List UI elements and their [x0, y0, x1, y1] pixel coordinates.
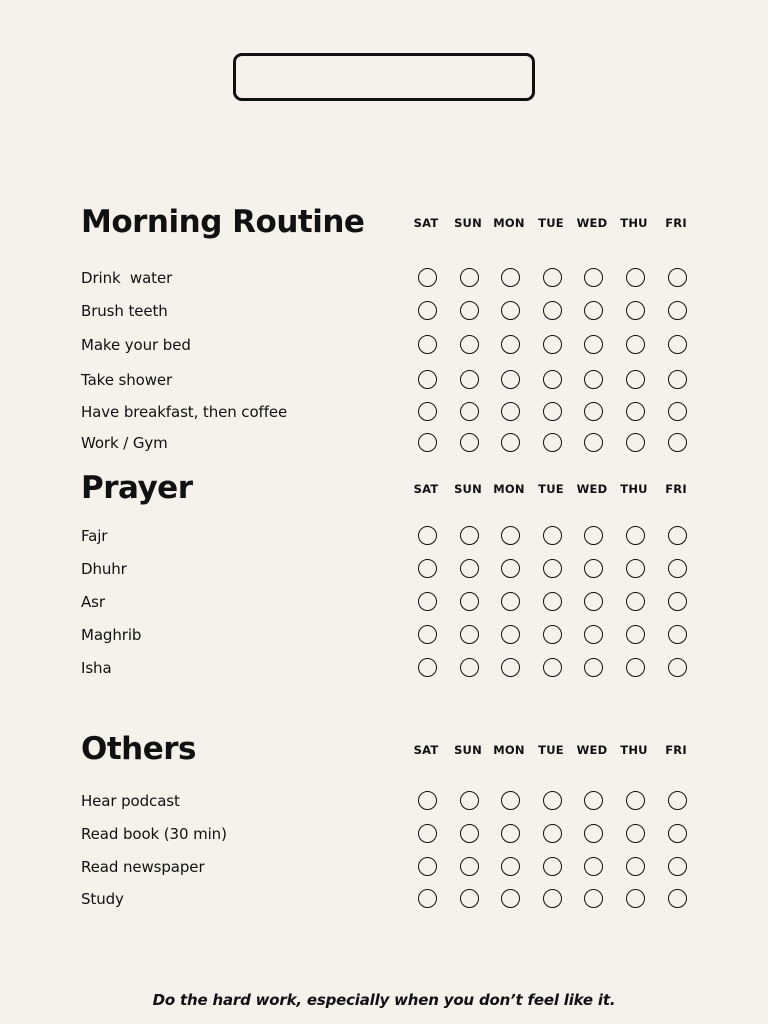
- day-header-mon: MON: [493, 216, 525, 230]
- day-header-tue: TUE: [538, 743, 564, 757]
- checkbox-thu[interactable]: [626, 301, 645, 320]
- checkbox-tue[interactable]: [543, 824, 562, 843]
- checkbox-sun[interactable]: [460, 370, 479, 389]
- checkbox-mon[interactable]: [501, 370, 520, 389]
- checkbox-tue[interactable]: [543, 370, 562, 389]
- checkbox-fri[interactable]: [668, 526, 687, 545]
- habit-label: Read book (30 min): [81, 825, 227, 843]
- checkbox-wed[interactable]: [584, 526, 603, 545]
- checkbox-sun[interactable]: [460, 335, 479, 354]
- day-header-tue: TUE: [538, 216, 564, 230]
- checkbox-tue[interactable]: [543, 889, 562, 908]
- checkbox-wed[interactable]: [584, 625, 603, 644]
- checkbox-fri[interactable]: [668, 857, 687, 876]
- day-header-mon: MON: [493, 482, 525, 496]
- checkbox-sat[interactable]: [418, 889, 437, 908]
- habit-label: Study: [81, 890, 124, 908]
- checkbox-mon[interactable]: [501, 335, 520, 354]
- checkbox-thu[interactable]: [626, 335, 645, 354]
- habit-row: [0, 591, 768, 615]
- checkbox-tue[interactable]: [543, 592, 562, 611]
- checkbox-thu[interactable]: [626, 526, 645, 545]
- checkbox-tue[interactable]: [543, 335, 562, 354]
- habit-row: [0, 888, 768, 912]
- habit-label: Hear podcast: [81, 792, 180, 810]
- checkbox-fri[interactable]: [668, 301, 687, 320]
- day-header-mon: MON: [493, 743, 525, 757]
- day-header-thu: THU: [620, 216, 648, 230]
- checkbox-tue[interactable]: [543, 658, 562, 677]
- checkbox-sat[interactable]: [418, 559, 437, 578]
- checkbox-fri[interactable]: [668, 433, 687, 452]
- checkbox-tue[interactable]: [543, 857, 562, 876]
- checkbox-fri[interactable]: [668, 370, 687, 389]
- habit-row: [0, 334, 768, 358]
- checkbox-fri[interactable]: [668, 592, 687, 611]
- habit-label: Read newspaper: [81, 858, 205, 876]
- checkbox-thu[interactable]: [626, 592, 645, 611]
- checkbox-mon[interactable]: [501, 791, 520, 810]
- habit-label: Have breakfast, then coffee: [81, 403, 288, 421]
- checkbox-tue[interactable]: [543, 559, 562, 578]
- checkbox-tue[interactable]: [543, 301, 562, 320]
- checkbox-tue[interactable]: [543, 526, 562, 545]
- habit-row: [0, 369, 768, 393]
- day-header-fri: FRI: [665, 216, 687, 230]
- checkbox-sun[interactable]: [460, 402, 479, 421]
- checkbox-fri[interactable]: [668, 889, 687, 908]
- day-header-wed: WED: [576, 216, 608, 230]
- checkbox-sat[interactable]: [418, 526, 437, 545]
- checkbox-thu[interactable]: [626, 658, 645, 677]
- checkbox-sat[interactable]: [418, 335, 437, 354]
- checkbox-tue[interactable]: [543, 433, 562, 452]
- day-header-wed: WED: [576, 482, 608, 496]
- checkbox-sat[interactable]: [418, 857, 437, 876]
- motivational-quote: Do the hard work, especially when you don’t feel like it.: [152, 991, 616, 1009]
- checkbox-mon[interactable]: [501, 301, 520, 320]
- day-header-sun: SUN: [454, 743, 482, 757]
- habit-label: Brush teeth: [81, 302, 168, 320]
- checkbox-fri[interactable]: [668, 559, 687, 578]
- day-header-fri: FRI: [665, 482, 687, 496]
- planner-title-field[interactable]: [233, 53, 535, 101]
- habit-label: Isha: [81, 659, 112, 677]
- checkbox-sat[interactable]: [418, 433, 437, 452]
- checkbox-thu[interactable]: [626, 402, 645, 421]
- checkbox-wed[interactable]: [584, 791, 603, 810]
- habit-row: [0, 267, 768, 291]
- day-header-tue: TUE: [538, 482, 564, 496]
- checkbox-thu[interactable]: [626, 625, 645, 644]
- checkbox-wed[interactable]: [584, 370, 603, 389]
- checkbox-sun[interactable]: [460, 791, 479, 810]
- habit-row: [0, 856, 768, 880]
- checkbox-wed[interactable]: [584, 889, 603, 908]
- checkbox-sun[interactable]: [460, 268, 479, 287]
- checkbox-sat[interactable]: [418, 402, 437, 421]
- habit-label: Work / Gym: [81, 434, 168, 452]
- day-header-thu: THU: [620, 743, 648, 757]
- checkbox-wed[interactable]: [584, 559, 603, 578]
- day-header-sun: SUN: [454, 482, 482, 496]
- checkbox-sun[interactable]: [460, 301, 479, 320]
- habit-row: [0, 823, 768, 847]
- day-header-sat: SAT: [413, 216, 439, 230]
- checkbox-mon[interactable]: [501, 433, 520, 452]
- checkbox-sat[interactable]: [418, 592, 437, 611]
- checkbox-sat[interactable]: [418, 370, 437, 389]
- checkbox-thu[interactable]: [626, 889, 645, 908]
- habit-label: Maghrib: [81, 626, 142, 644]
- checkbox-sun[interactable]: [460, 526, 479, 545]
- checkbox-sun[interactable]: [460, 592, 479, 611]
- checkbox-fri[interactable]: [668, 625, 687, 644]
- habit-row: [0, 657, 768, 681]
- checkbox-sun[interactable]: [460, 889, 479, 908]
- checkbox-sat[interactable]: [418, 824, 437, 843]
- checkbox-tue[interactable]: [543, 791, 562, 810]
- checkbox-mon[interactable]: [501, 402, 520, 421]
- habit-label: Fajr: [81, 527, 108, 545]
- checkbox-sun[interactable]: [460, 824, 479, 843]
- checkbox-fri[interactable]: [668, 791, 687, 810]
- checkbox-fri[interactable]: [668, 824, 687, 843]
- checkbox-fri[interactable]: [668, 268, 687, 287]
- checkbox-wed[interactable]: [584, 268, 603, 287]
- habit-row: [0, 401, 768, 425]
- checkbox-sat[interactable]: [418, 658, 437, 677]
- checkbox-tue[interactable]: [543, 402, 562, 421]
- checkbox-mon[interactable]: [501, 625, 520, 644]
- checkbox-mon[interactable]: [501, 268, 520, 287]
- checkbox-mon[interactable]: [501, 658, 520, 677]
- checkbox-mon[interactable]: [501, 889, 520, 908]
- checkbox-wed[interactable]: [584, 433, 603, 452]
- checkbox-mon[interactable]: [501, 824, 520, 843]
- checkbox-sun[interactable]: [460, 625, 479, 644]
- checkbox-thu[interactable]: [626, 791, 645, 810]
- checkbox-fri[interactable]: [668, 335, 687, 354]
- checkbox-wed[interactable]: [584, 301, 603, 320]
- checkbox-thu[interactable]: [626, 268, 645, 287]
- checkbox-sat[interactable]: [418, 625, 437, 644]
- checkbox-thu[interactable]: [626, 559, 645, 578]
- habit-row: [0, 525, 768, 549]
- habit-row: [0, 624, 768, 648]
- checkbox-fri[interactable]: [668, 402, 687, 421]
- checkbox-wed[interactable]: [584, 658, 603, 677]
- checkbox-sun[interactable]: [460, 658, 479, 677]
- checkbox-mon[interactable]: [501, 592, 520, 611]
- checkbox-fri[interactable]: [668, 658, 687, 677]
- checkbox-mon[interactable]: [501, 857, 520, 876]
- checkbox-thu[interactable]: [626, 824, 645, 843]
- checkbox-thu[interactable]: [626, 433, 645, 452]
- habit-row: [0, 300, 768, 324]
- habit-label: Take shower: [81, 371, 173, 389]
- checkbox-tue[interactable]: [543, 625, 562, 644]
- checkbox-mon[interactable]: [501, 559, 520, 578]
- checkbox-wed[interactable]: [584, 402, 603, 421]
- habit-label: Drink water: [81, 269, 173, 287]
- habit-row: [0, 790, 768, 814]
- checkbox-tue[interactable]: [543, 268, 562, 287]
- day-header-wed: WED: [576, 743, 608, 757]
- checkbox-wed[interactable]: [584, 592, 603, 611]
- habit-row: [0, 558, 768, 582]
- habit-label: Make your bed: [81, 336, 191, 354]
- checkbox-thu[interactable]: [626, 857, 645, 876]
- habit-label: Asr: [81, 593, 105, 611]
- section-title: Others: [81, 731, 197, 767]
- checkbox-sat[interactable]: [418, 791, 437, 810]
- day-header-sat: SAT: [413, 743, 439, 757]
- day-header-thu: THU: [620, 482, 648, 496]
- habit-label: Dhuhr: [81, 560, 127, 578]
- checkbox-sun[interactable]: [460, 857, 479, 876]
- checkbox-sat[interactable]: [418, 301, 437, 320]
- checkbox-sat[interactable]: [418, 268, 437, 287]
- section-title: Prayer: [81, 470, 193, 506]
- section-title: Morning Routine: [81, 204, 365, 240]
- day-header-sun: SUN: [454, 216, 482, 230]
- checkbox-thu[interactable]: [626, 370, 645, 389]
- checkbox-sun[interactable]: [460, 559, 479, 578]
- habit-row: [0, 432, 768, 456]
- checkbox-wed[interactable]: [584, 857, 603, 876]
- checkbox-sun[interactable]: [460, 433, 479, 452]
- checkbox-wed[interactable]: [584, 824, 603, 843]
- checkbox-wed[interactable]: [584, 335, 603, 354]
- checkbox-mon[interactable]: [501, 526, 520, 545]
- day-header-sat: SAT: [413, 482, 439, 496]
- day-header-fri: FRI: [665, 743, 687, 757]
